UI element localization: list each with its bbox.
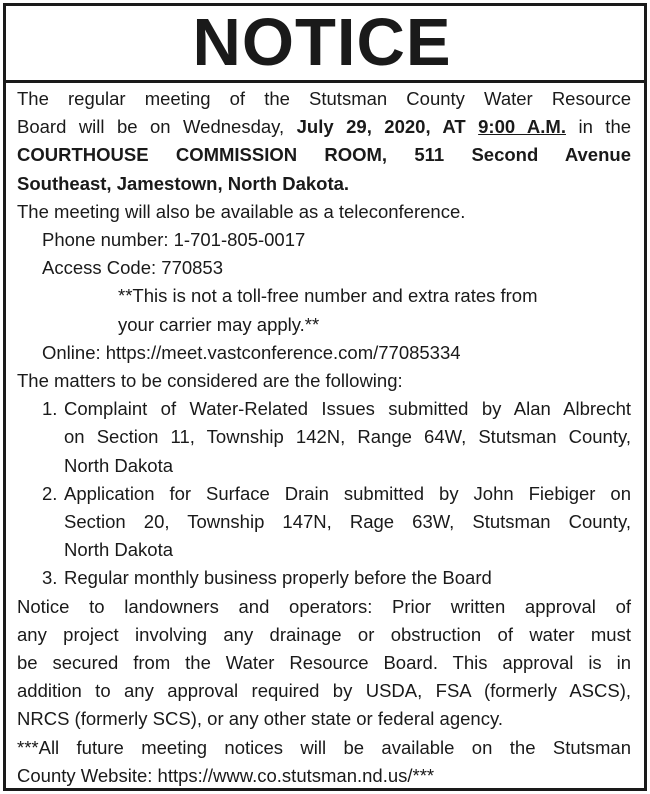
list-number: 2. [42,482,58,504]
landowners-line: addition to any approval required by USDA, FSA (formerly ASCS), [17,680,631,702]
teleconference-intro: The meeting will also be available as a teleconference. [17,200,466,222]
access-code: Access Code: 770853 [42,257,224,279]
landowners-notice [17,593,631,734]
intro-text: Board will be on Wednesday, [17,116,285,138]
online-link: Online: https://meet.vastconference.com/77085334 [42,341,461,363]
meeting-location-line-2: Southeast, Jamestown, North Dakota. [17,172,350,194]
list-item-line: Regular monthly business properly before the Board [64,567,492,589]
phone-number: Phone number: 1-701-805-0017 [42,229,306,251]
list-item-line: on Section 11, Township 142N, Range 64W, Stutsman County, [64,426,631,448]
title-divider [6,80,644,83]
notice-body [17,85,631,790]
list-item [17,564,631,592]
teleconference-section [17,198,631,367]
toll-note-line-2: your carrier may apply.** [118,313,320,335]
matters-intro: The matters to be considered are the following: [17,370,403,392]
list-item-line: Complaint of Water-Related Issues submitted by Alan Albrecht [64,398,631,420]
list-item [17,395,631,480]
list-item-line: Application for Surface Drain submitted by John Fiebiger on [64,482,631,504]
intro-line-2 [17,113,631,141]
landowners-line: NRCS (formerly SCS), or any other state or federal agency. [17,708,503,730]
intro-line-1: The regular meeting of the Stutsman County Water Resource [17,88,631,109]
website-line: County Website: https://www.co.stutsman.nd.us/*** [17,764,435,786]
landowners-line: any project involving any drainage or obstruction of water must [17,623,631,645]
meeting-announcement [17,85,631,198]
meeting-date: July 29, 2020, AT [296,116,466,138]
website-notice [17,734,631,790]
matters-list [17,395,631,592]
meeting-location-line-1: COURTHOUSE COMMISSION ROOM, 511 Second Avenue [17,144,631,166]
list-item [17,480,631,565]
notice-title: NOTICE [192,5,452,80]
list-number: 1. [42,398,58,420]
intro-text-end: in the [578,116,632,138]
list-item-line: North Dakota [64,454,173,476]
list-item-line: North Dakota [64,539,173,561]
list-item-line: Section 20, Township 147N, Rage 63W, Stutsman County, [64,511,631,533]
toll-note-line-1: **This is not a toll-free number and extra rates from [118,285,538,307]
website-line: ***All future meeting notices will be available on the Stutsman [17,736,631,758]
list-number: 3. [42,567,58,589]
landowners-line: be secured from the Water Resource Board. This approval is in [17,652,631,674]
landowners-line: Notice to landowners and operators: Prior written approval of [17,595,631,617]
meeting-time: 9:00 A.M. [478,116,566,138]
